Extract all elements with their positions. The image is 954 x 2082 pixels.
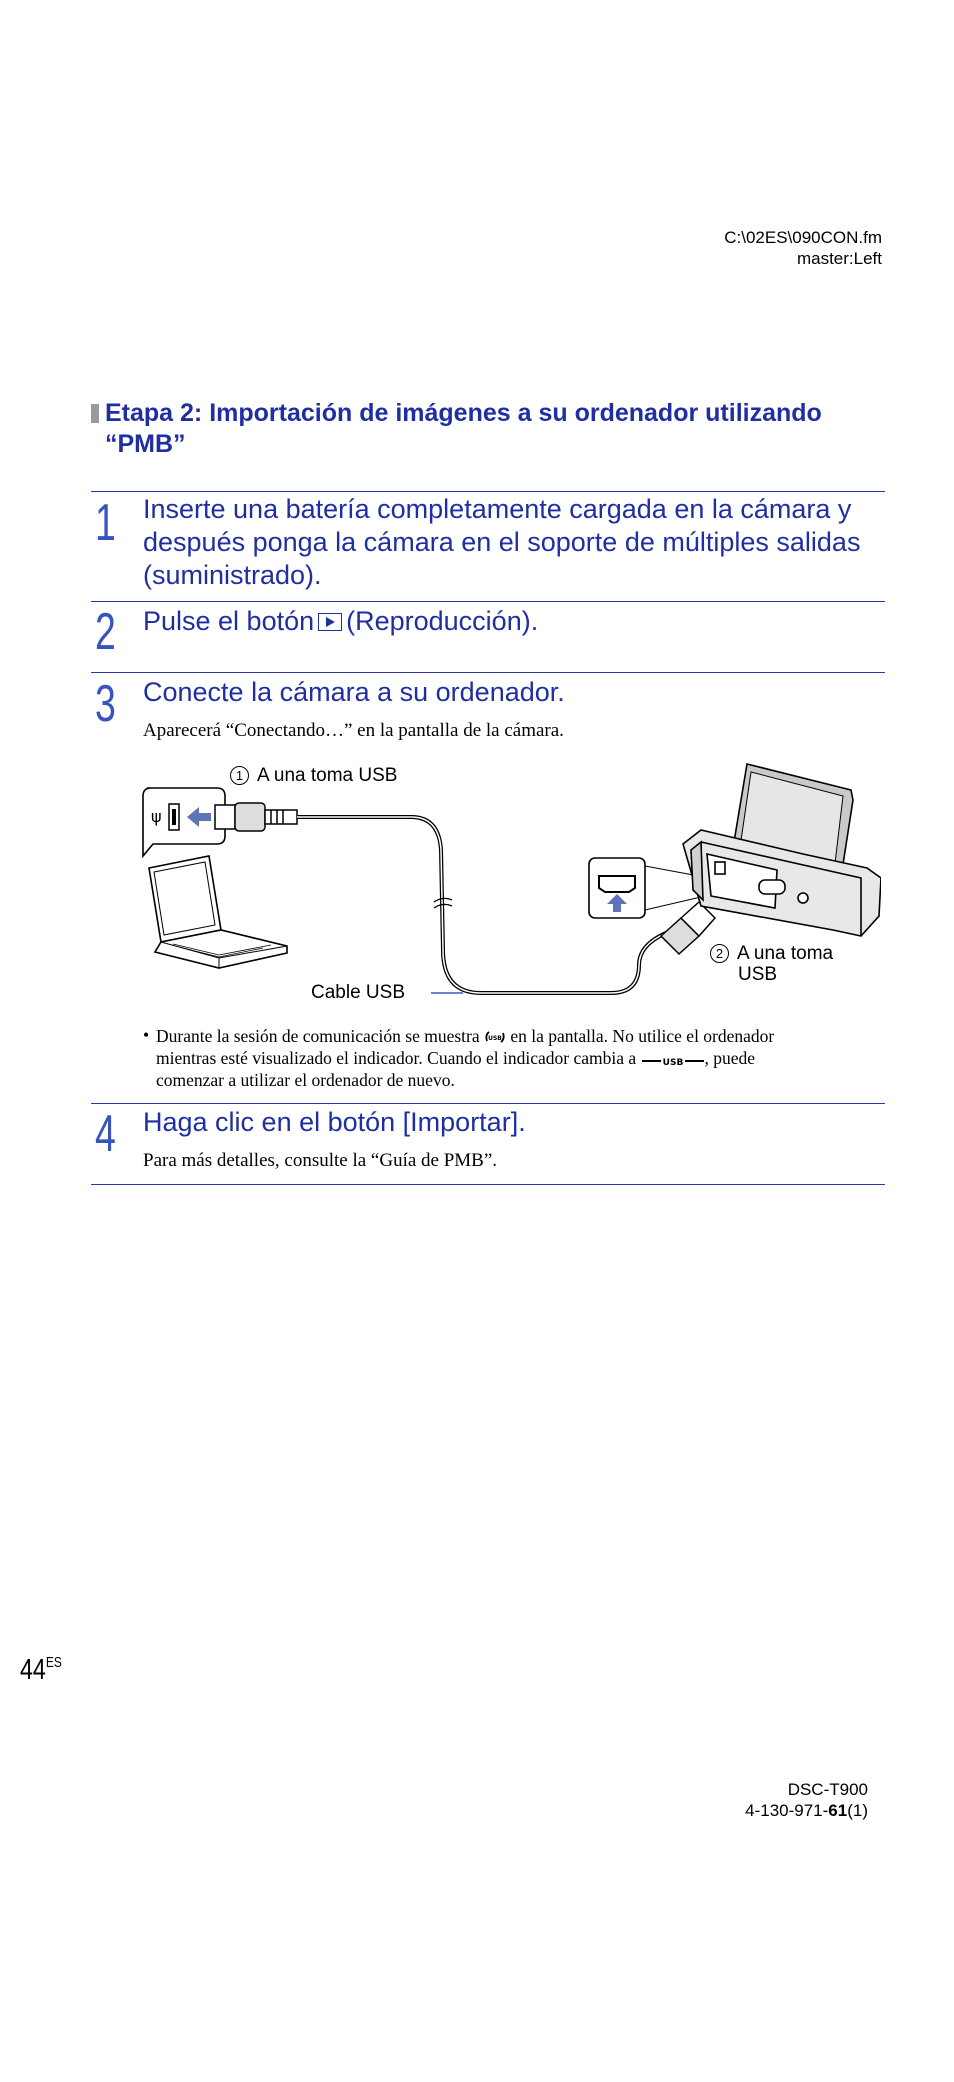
- usb-idle-icon: [641, 1053, 705, 1067]
- page-number-value: 44: [20, 1654, 46, 1686]
- usb-connecting-icon: [484, 1029, 506, 1045]
- callout-number-1: 1: [230, 766, 249, 785]
- note-bullet: •: [143, 1025, 150, 1045]
- note-text: mientras esté visualizado el indicador. Cuando el indicador cambia a: [156, 1048, 637, 1068]
- connection-diagram: [91, 750, 881, 1015]
- usb-icon-text: USB: [662, 1058, 683, 1067]
- step-3-note: [156, 1025, 886, 1091]
- note-text: en la pantalla. No utilice el ordenador: [510, 1026, 775, 1046]
- step-1-text: [143, 493, 888, 592]
- step-1-line: Inserte una batería completamente cargada en la cámara y: [143, 494, 852, 524]
- laptop-illustration: [149, 856, 287, 968]
- document-code-prefix: 4-130-971-: [745, 1801, 829, 1820]
- label-computer-usb: [230, 765, 397, 786]
- step-4-number: 4: [95, 1105, 116, 1163]
- step-4-description: Para más detalles, consulte la “Guía de PMB”.: [143, 1150, 498, 1171]
- divider: [91, 1184, 885, 1185]
- page-language-suffix: ES: [45, 1654, 62, 1671]
- svg-text:ψ: ψ: [151, 807, 162, 826]
- divider: [91, 672, 885, 673]
- document-code: [745, 1800, 868, 1821]
- title-marker: [91, 404, 99, 423]
- section-title-line1: Etapa 2: Importación de imágenes a su ordenador utilizando: [105, 399, 822, 427]
- note-text: , puede: [704, 1048, 756, 1068]
- label-dock-usb: [710, 943, 833, 985]
- master-page: master:Left: [796, 249, 882, 268]
- step-2-text-after: (Reproducción).: [346, 606, 539, 636]
- usb-plug-computer-end: [215, 803, 297, 831]
- section-title: [105, 398, 885, 460]
- step-2-text-before: Pulse el botón: [143, 606, 315, 636]
- usb-plug-camera-end: [661, 902, 715, 954]
- step-2-number: 2: [95, 603, 116, 661]
- document-code-bold: 61: [828, 1801, 848, 1820]
- label-usb-cable: Cable USB: [311, 982, 405, 1003]
- file-header: [724, 227, 882, 269]
- step-2-text: [143, 605, 888, 638]
- step-3-number: 3: [95, 675, 116, 733]
- label-dock-usb-line2: USB: [738, 964, 778, 985]
- page-number: [20, 1647, 62, 1686]
- model-number: DSC-T900: [787, 1780, 868, 1799]
- camera-and-dock-illustration: [683, 764, 881, 936]
- usb-port-callout: [143, 788, 225, 856]
- footer: [745, 1779, 868, 1821]
- svg-text:USB: USB: [488, 1035, 502, 1042]
- step-1-number: 1: [95, 494, 116, 552]
- divider: [91, 491, 885, 492]
- step-1-line: después ponga la cámara en el soporte de múltiples salidas: [143, 527, 861, 557]
- section-title-line2: “PMB”: [105, 430, 186, 458]
- file-path: C:\02ES\090CON.fm: [724, 228, 882, 247]
- divider: [91, 1103, 885, 1104]
- document-code-suffix: (1): [847, 1801, 868, 1820]
- note-text: Durante la sesión de comunicación se muestra: [156, 1026, 480, 1046]
- step-3-description: Aparecerá “Conectando…” en la pantalla de la cámara.: [143, 720, 564, 741]
- label-dock-usb-line1: A una toma: [737, 943, 834, 964]
- note-text: comenzar a utilizar el ordenador de nuevo.: [156, 1070, 455, 1090]
- divider: [91, 601, 885, 602]
- step-3-text: Conecte la cámara a su ordenador.: [143, 677, 565, 707]
- label-computer-usb-text: A una toma USB: [257, 765, 398, 786]
- step-4-text: Haga clic en el botón [Importar].: [143, 1107, 526, 1137]
- callout-number-2: 2: [710, 944, 729, 963]
- step-1-line: (suministrado).: [143, 560, 322, 590]
- playback-icon: [318, 613, 342, 631]
